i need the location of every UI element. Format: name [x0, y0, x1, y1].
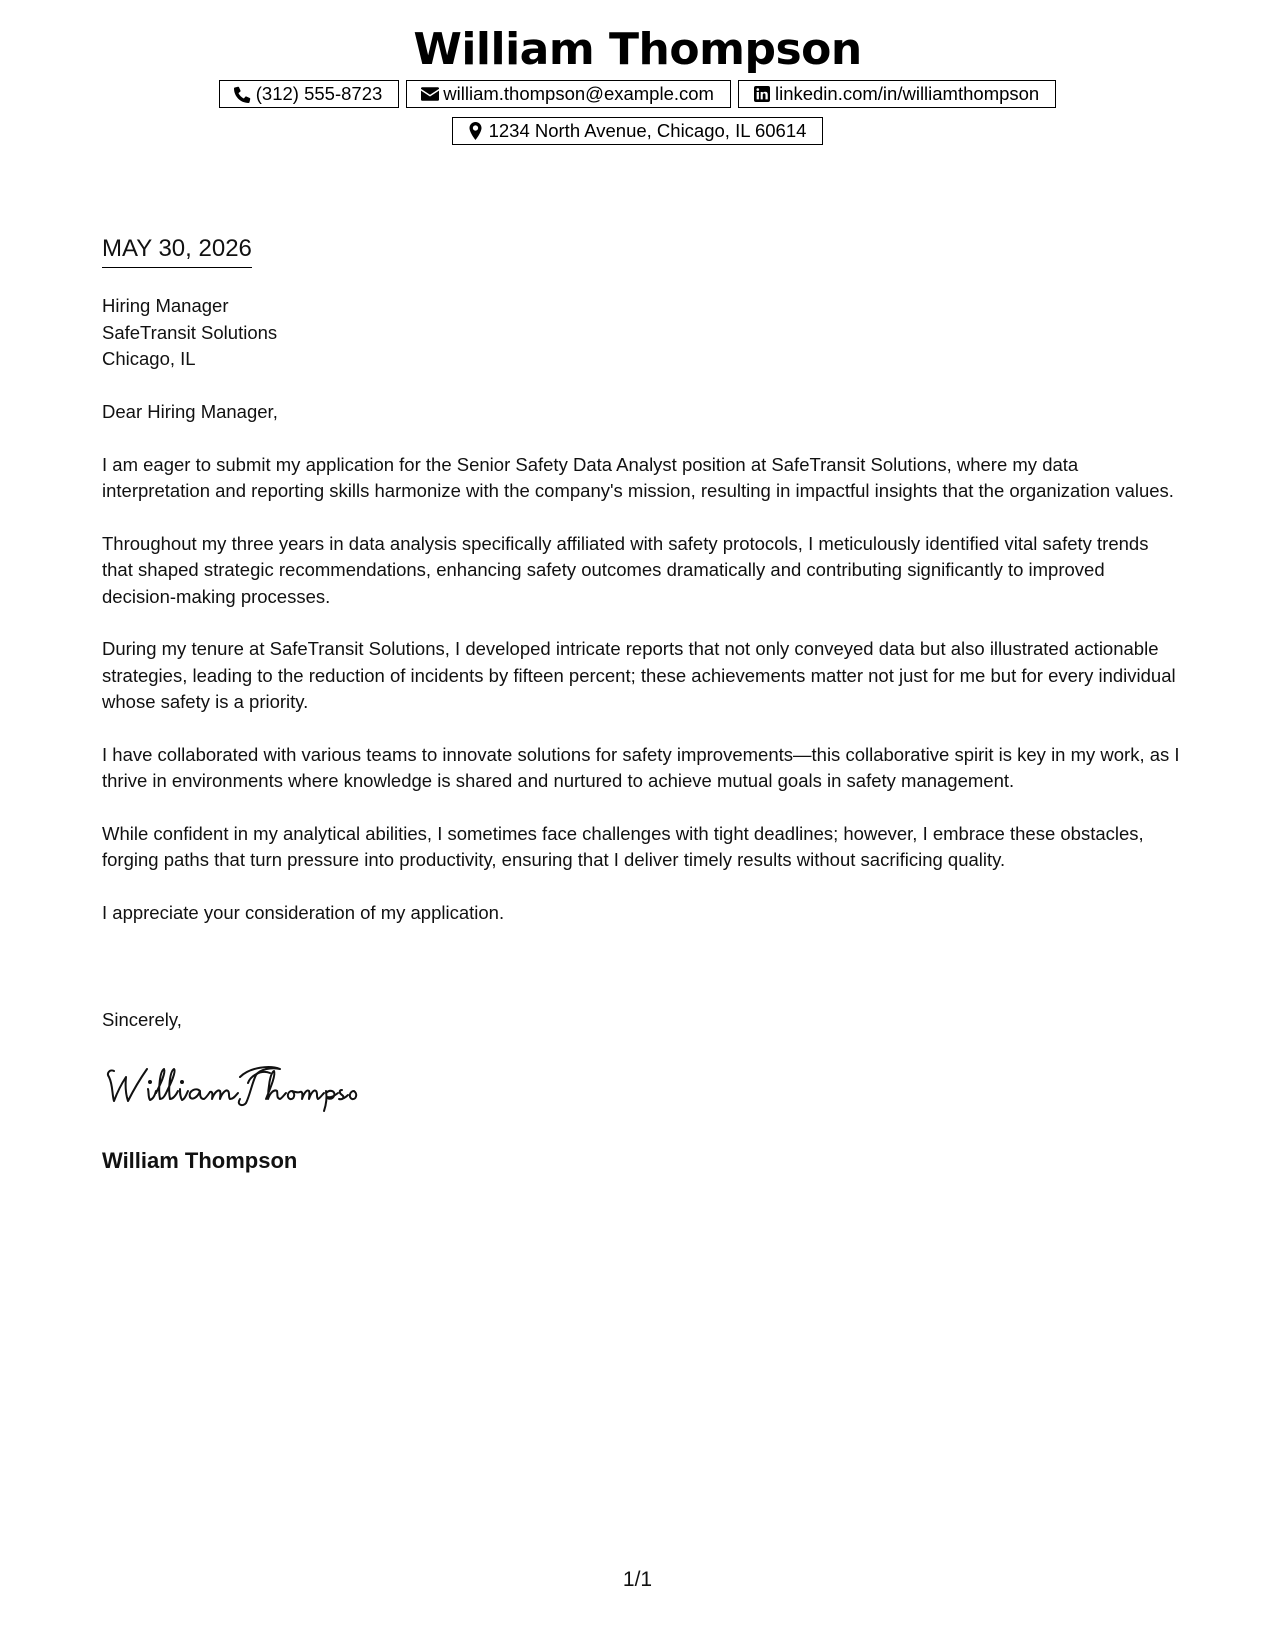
paragraph: During my tenure at SafeTransit Solutions, I developed intricate reports that not only conveyed data but also illustrated actionable strategies, leading to the reduction of incidents by fifteen percent; these achievements matter not just for me but for every individual whose safety is a priority.: [102, 638, 1176, 712]
recipient-location: Chicago, IL: [102, 348, 196, 369]
linkedin-text: linkedin.com/in/williamthompson: [774, 83, 1040, 104]
map-pin-icon: [466, 122, 486, 140]
contact-row: [0, 80, 1275, 108]
address-chip[interactable]: [452, 117, 824, 145]
greeting: Dear Hiring Manager,: [102, 401, 278, 422]
paragraph: I have collaborated with various teams to innovate solutions for safety improvements—this collaborative spirit is key in my work, as I thrive in environments where knowledge is shared and nurtured to achieve mutual goals in safety management.: [102, 743, 1180, 791]
recipient-company: SafeTransit Solutions: [102, 321, 278, 343]
phone-text: (312) 555-8723: [255, 83, 383, 104]
contact-row-address: [0, 117, 1275, 145]
email-text: william.thompson@example.com: [443, 83, 714, 104]
paragraph: I appreciate your consideration of my application.: [102, 901, 505, 923]
page-number: 1/1: [622, 1568, 653, 1591]
phone-chip[interactable]: [219, 80, 400, 108]
letter-body: [102, 399, 1182, 952]
applicant-name: William Thompson: [413, 24, 862, 75]
paragraph: While confident in my analytical abilities, I sometimes face challenges with tight deadlines; however, I embrace these obstacles, forging paths that turn pressure into productivity, ensuring that I deliver timely results without sacrificing quality.: [102, 822, 1144, 870]
signed-name: William Thompson: [102, 1148, 298, 1173]
phone-icon: [233, 85, 253, 103]
paragraph: I am eager to submit my application for the Senior Safety Data Analyst position at SafeTransit Solutions, where my data interpretation and reporting skills harmonize with the company's mission, resulting in impactful insights that the organization values.: [102, 453, 1174, 501]
email-chip[interactable]: [406, 80, 731, 108]
signature-image: [100, 1055, 365, 1115]
paragraph: Throughout my three years in data analysis specifically affiliated with safety protocols, I meticulously identified vital safety trends that shaped strategic recommendations, enhancing safety outcomes dramatically and contributing significantly to improved decision-making processes.: [102, 532, 1149, 607]
linkedin-chip[interactable]: [738, 80, 1056, 108]
letter-date: MAY 30, 2026: [102, 234, 252, 268]
recipient-title: Hiring Manager: [102, 295, 229, 316]
address-text: 1234 North Avenue, Chicago, IL 60614: [488, 120, 807, 141]
recipient-block: [102, 293, 277, 373]
envelope-icon: [420, 85, 440, 103]
linkedin-icon: [752, 85, 772, 103]
closing: Sincerely,: [102, 1009, 182, 1030]
